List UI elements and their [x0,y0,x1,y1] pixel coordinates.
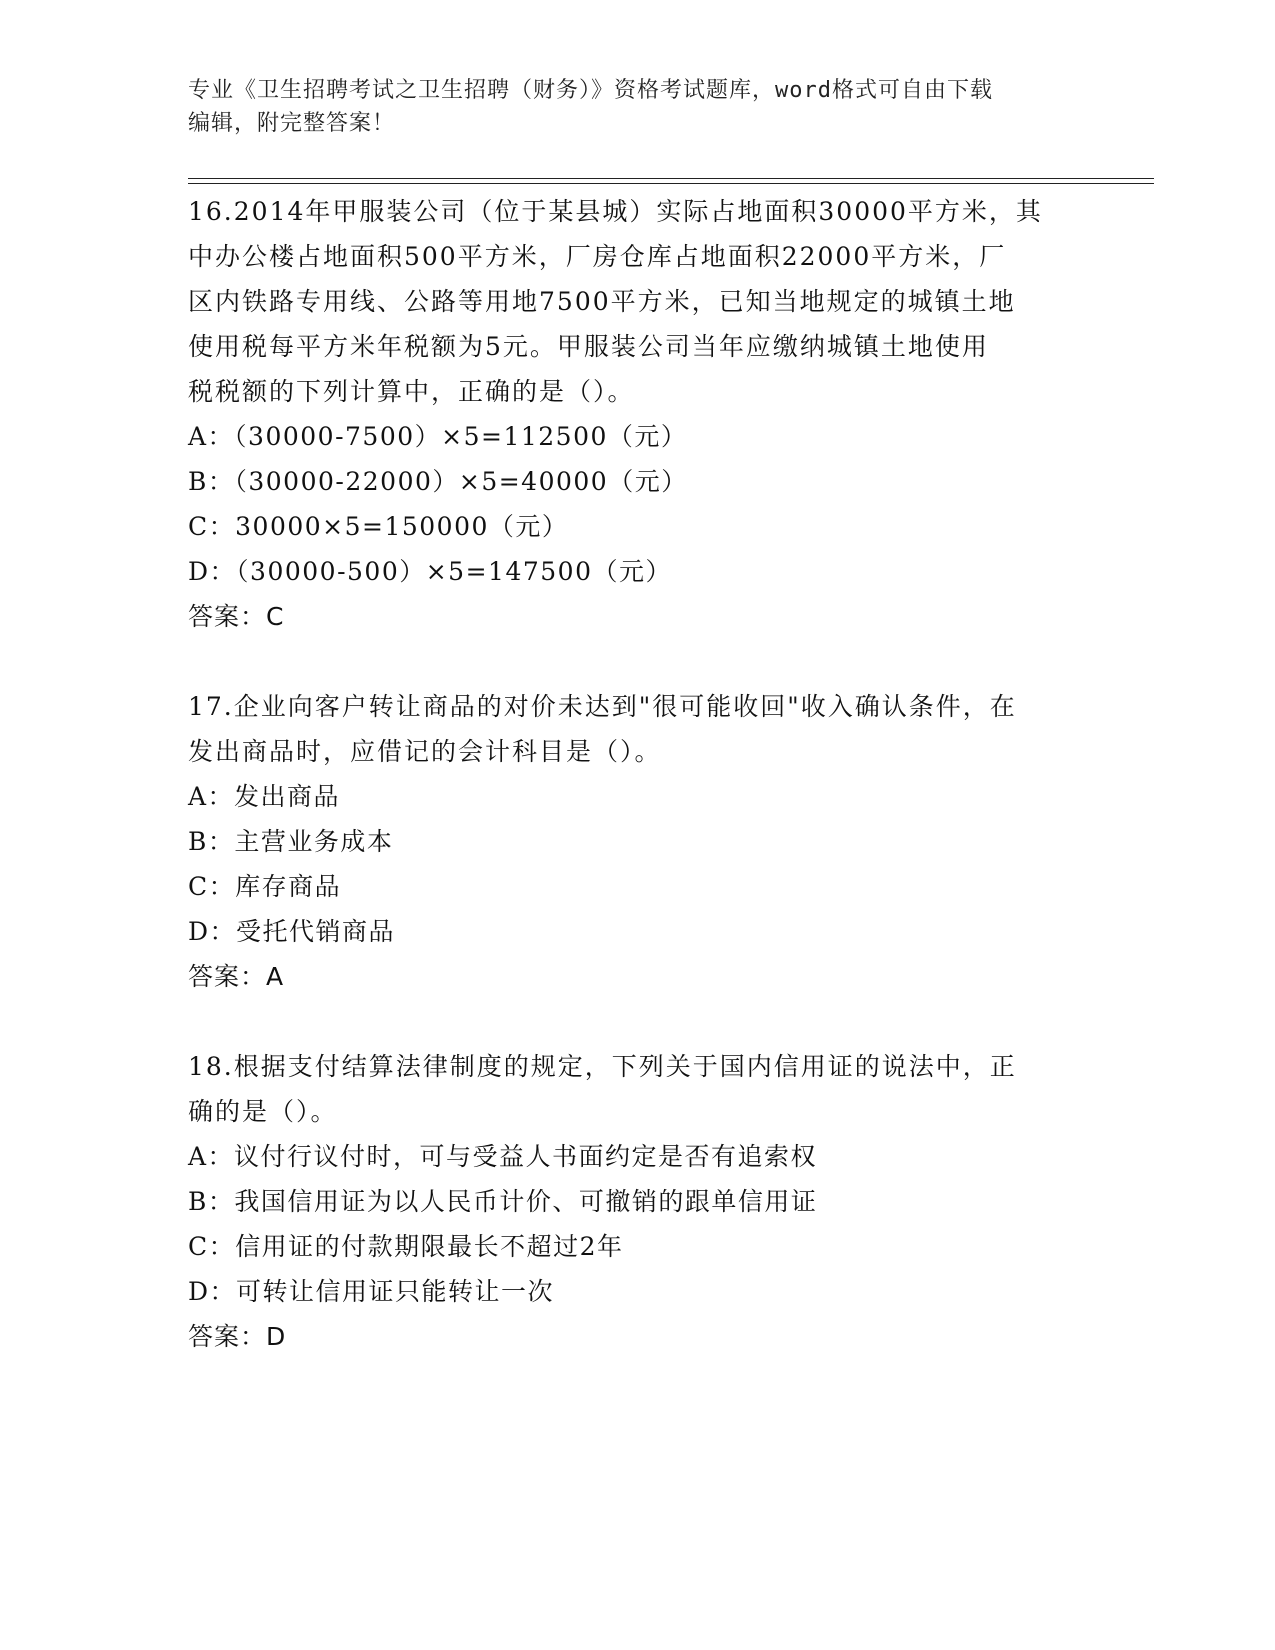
header-line-2: 编辑，附完整答案！ [188,111,396,136]
answer-label: 答案：A [188,962,285,991]
question-17-text [188,684,1088,774]
question-line: 税税额的下列计算中，正确的是（）。 [188,377,635,406]
question-line: 确的是（）。 [188,1097,338,1126]
question-line: 16.2014年甲服装公司（位于某县城）实际占地面积30000平方米，其 [188,197,1043,226]
option-c: C：30000×5=150000（元） [188,512,569,541]
question-18-text [188,1044,1088,1134]
option-c: C：信用证的付款期限最长不超过2年 [188,1232,624,1261]
question-18 [188,1044,1088,1359]
option-d: D：（30000-500）×5=147500（元） [188,557,672,586]
option-d: D：可转让信用证只能转让一次 [188,1277,555,1306]
question-16 [188,189,1088,639]
option-d: D：受托代销商品 [188,917,396,946]
header-line-1: 专业《卫生招聘考试之卫生招聘（财务）》资格考试题库，word格式可自由下载 [188,78,993,103]
question-line: 区内铁路专用线、公路等用地7500平方米，已知当地规定的城镇土地 [188,287,1016,316]
question-line: 使用税每平方米年税额为5元。甲服装公司当年应缴纳城镇土地使用 [188,332,989,361]
option-b: B：我国信用证为以人民币计价、可撤销的跟单信用证 [188,1187,818,1216]
question-line: 中办公楼占地面积500平方米，厂房仓库占地面积22000平方米，厂 [188,242,1007,271]
answer-label: 答案：D [188,1322,287,1351]
option-a: A：（30000-7500）×5=112500（元） [188,422,688,451]
question-line: 发出商品时，应借记的会计科目是（）。 [188,737,662,766]
option-a: A：议付行议付时，可与受益人书面约定是否有追索权 [188,1142,818,1171]
question-17 [188,684,1088,999]
question-line: 17.企业向客户转让商品的对价未达到"很可能收回"收入确认条件，在 [188,692,1017,721]
option-a: A：发出商品 [188,782,341,811]
option-c: C：库存商品 [188,872,342,901]
question-list [188,189,1088,1359]
question-spacer [188,639,1088,684]
answer-label: 答案：C [188,602,285,631]
header-divider-top [188,178,1154,179]
header-divider-bottom [188,183,1154,184]
option-b: B：主营业务成本 [188,827,394,856]
question-16-text [188,189,1088,414]
document-header [188,74,1088,140]
option-b: B：（30000-22000）×5=40000（元） [188,467,688,496]
question-line: 18.根据支付结算法律制度的规定，下列关于国内信用证的说法中，正 [188,1052,1017,1081]
question-spacer [188,999,1088,1044]
